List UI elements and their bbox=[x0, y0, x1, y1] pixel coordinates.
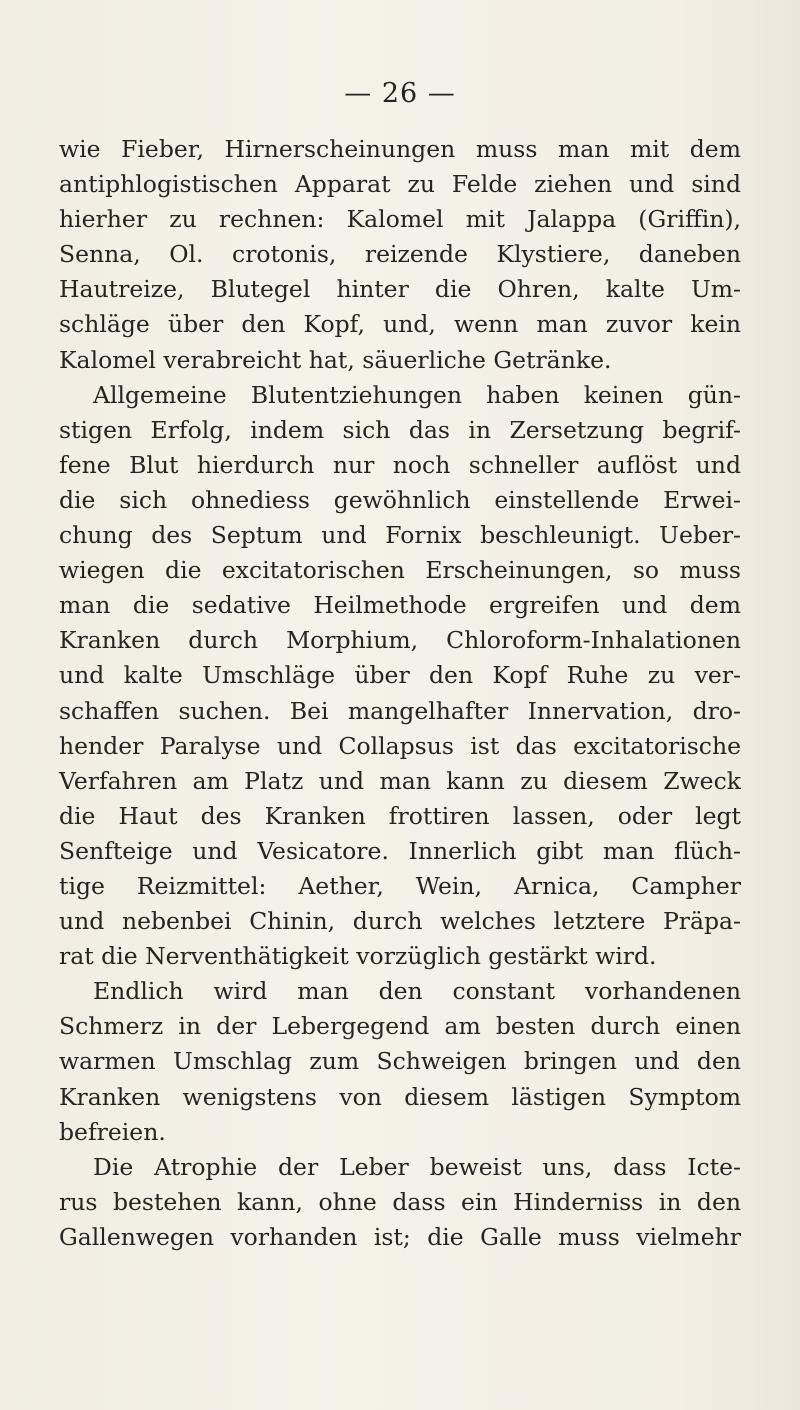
page-number: — 26 — bbox=[344, 78, 456, 109]
text-line: Hautreize, Blutegel hinter die Ohren, kalte Um- bbox=[59, 275, 741, 304]
text-line: Kalomel verabreicht hat, säuerliche Getränke. bbox=[59, 345, 612, 374]
text-line: tige Reizmittel: Aether, Wein, Arnica, Campher bbox=[59, 871, 741, 900]
text-line: rus bestehen kann, ohne dass ein Hinderniss in den bbox=[59, 1187, 741, 1216]
text-line: wiegen die excitatorischen Erscheinungen, so muss bbox=[59, 556, 741, 585]
text-line: Schmerz in der Lebergegend am besten durch einen bbox=[59, 1012, 741, 1041]
text-line: und nebenbei Chinin, durch welches letztere Präpa- bbox=[59, 907, 741, 936]
text-line: Endlich wird man den constant vorhandenen bbox=[93, 977, 741, 1006]
text-line: Verfahren am Platz und man kann zu diesem Zweck bbox=[59, 766, 741, 795]
text-line: stigen Erfolg, indem sich das in Zersetzung begrif- bbox=[59, 415, 741, 444]
text-line: hender Paralyse und Collapsus ist das excitatorische bbox=[59, 731, 741, 760]
text-line: die Haut des Kranken frottiren lassen, oder legt bbox=[59, 801, 741, 830]
text-line: chung des Septum und Fornix beschleunigt. Ueber- bbox=[59, 521, 741, 550]
text-line: Senfteige und Vesicatore. Innerlich gibt man flüch- bbox=[59, 836, 741, 865]
text-line: befreien. bbox=[59, 1117, 166, 1146]
text-line: Allgemeine Blutentziehungen haben keinen gün- bbox=[93, 380, 741, 409]
text-line: Die Atrophie der Leber beweist uns, dass Icte- bbox=[93, 1152, 741, 1181]
text-line: wie Fieber, Hirnerscheinungen muss man mit dem bbox=[59, 135, 741, 163]
text-line: Kranken durch Morphium, Chloroform-Inhalationen bbox=[59, 626, 741, 655]
text-line: antiphlogistischen Apparat zu Felde ziehen und sind bbox=[59, 170, 741, 199]
text-line: rat die Nerventhätigkeit vorzüglich gestärkt wird. bbox=[59, 942, 657, 971]
text-line: schaffen suchen. Bei mangelhafter Innervation, dro- bbox=[59, 696, 741, 725]
text-line: die sich ohnediess gewöhnlich einstellende Erwei- bbox=[59, 485, 741, 514]
text-line: Gallenwegen vorhanden ist; die Galle muss vielmehr bbox=[59, 1222, 741, 1251]
text-line: Senna, Ol. crotonis, reizende Klystiere, daneben bbox=[59, 240, 741, 269]
text-line: warmen Umschlag zum Schweigen bringen und den bbox=[59, 1047, 741, 1076]
text-line: und kalte Umschläge über den Kopf Ruhe zu ver- bbox=[59, 661, 741, 690]
body-text bbox=[59, 132, 741, 1255]
text-line: schläge über den Kopf, und, wenn man zuvor kein bbox=[59, 310, 741, 339]
text-line: man die sedative Heilmethode ergreifen und dem bbox=[59, 591, 741, 620]
text-line: Kranken wenigstens von diesem lästigen Symptom bbox=[59, 1082, 741, 1111]
text-line: fene Blut hierdurch nur noch schneller auflöst und bbox=[59, 450, 741, 479]
text-line: hierher zu rechnen: Kalomel mit Jalappa (Griffin), bbox=[59, 205, 741, 234]
